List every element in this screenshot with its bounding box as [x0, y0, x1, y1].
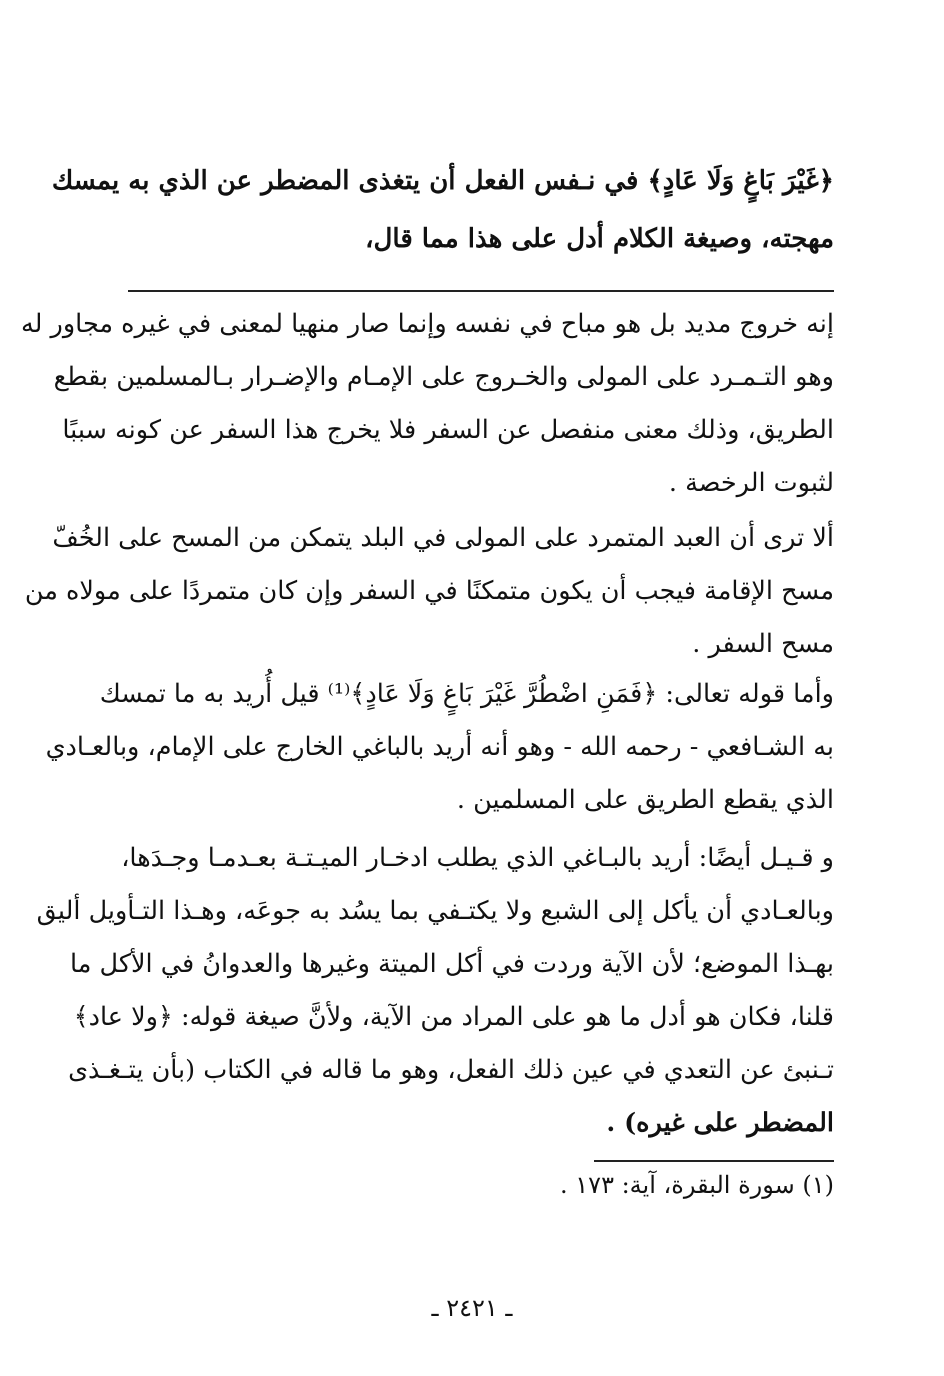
commentary-line: مسح السفر .	[692, 629, 834, 659]
main-text-line: ﴿غَيْرَ بَاغٍ وَلَا عَادٍ﴾ في نـفس الفعل أن يتغذى المضطر عن الذي به يمسك	[51, 166, 834, 196]
section-divider	[128, 290, 834, 292]
commentary-paragraph	[45, 668, 834, 827]
footnote: (١) سورة البقرة، آية: ١٧٣ .	[560, 1171, 834, 1199]
commentary-line: إنه خروج مديد بل هو مباح في نفسه وإنما صار منهيا لمعنى في غيره مجاور له	[21, 309, 834, 339]
commentary-line: به الشـافعي - رحمه الله - وهو أنه أريد بالباغي الخارج على الإمام، وبالعـادي	[45, 732, 834, 762]
main-text-paragraph	[51, 152, 834, 268]
commentary-paragraph	[24, 512, 834, 671]
commentary-line: تـنبئ عن التعدي في عين ذلك الفعل، وهو ما قاله في الكتاب (بأن يتـغـذى	[68, 1055, 834, 1085]
commentary-line: قلنا، فكان هو أدل ما هو على المراد من الآية، ولأنَّ صيغة قوله: ﴿ولا عاد﴾	[73, 1002, 834, 1032]
commentary-line: وأما قوله تعالى: ﴿فَمَنِ اضْطُرَّ غَيْرَ بَاغٍ وَلَا عَادٍ﴾⁽¹⁾ قيل أُريد به ما تمسك	[99, 679, 834, 709]
commentary-line: و قـيـل أيضًا: أريد بالبـاغي الذي يطلب ادخـار الميـتـة بعـدمـا وجـدَها،	[121, 843, 834, 873]
commentary-paragraph	[21, 298, 834, 510]
page-number: ـ ٢٤٢١ ـ	[431, 1294, 513, 1322]
commentary-line: الذي يقطع الطريق على المسلمين .	[456, 785, 834, 815]
commentary-line: المضطر على غيره) .	[606, 1108, 834, 1138]
main-text-line: مهجته، وصيغة الكلام أدل على هذا مما قال،	[365, 224, 834, 254]
commentary-line: لثبوت الرخصة .	[668, 468, 834, 498]
commentary-line: وبالعـادي أن يأكل إلى الشبع ولا يكتـفي بما يسُد به جوعَه، وهـذا التـأويل أليق	[36, 896, 834, 926]
commentary-line: مسح الإقامة فيجب أن يكون متمكنًا في السفر وإن كان متمردًا على مولاه من	[24, 576, 834, 606]
commentary-line: وهو التـمـرد على المولى والخـروج على الإمـام والإضـرار بـالمسلمين بقطع	[53, 362, 834, 392]
commentary-line: ألا ترى أن العبد المتمرد على المولى في البلد يتمكن من المسح على الخُفّ	[52, 523, 834, 553]
commentary-line: بهـذا الموضع؛ لأن الآية وردت في أكل الميتة وغيرها والعدوانُ في الأكل ما	[69, 949, 834, 979]
commentary-line: الطريق، وذلك معنى منفصل عن السفر فلا يخرج هذا السفر عن كونه سببًا	[62, 415, 834, 445]
footnote-divider	[594, 1160, 834, 1162]
commentary-paragraph	[36, 832, 834, 1150]
